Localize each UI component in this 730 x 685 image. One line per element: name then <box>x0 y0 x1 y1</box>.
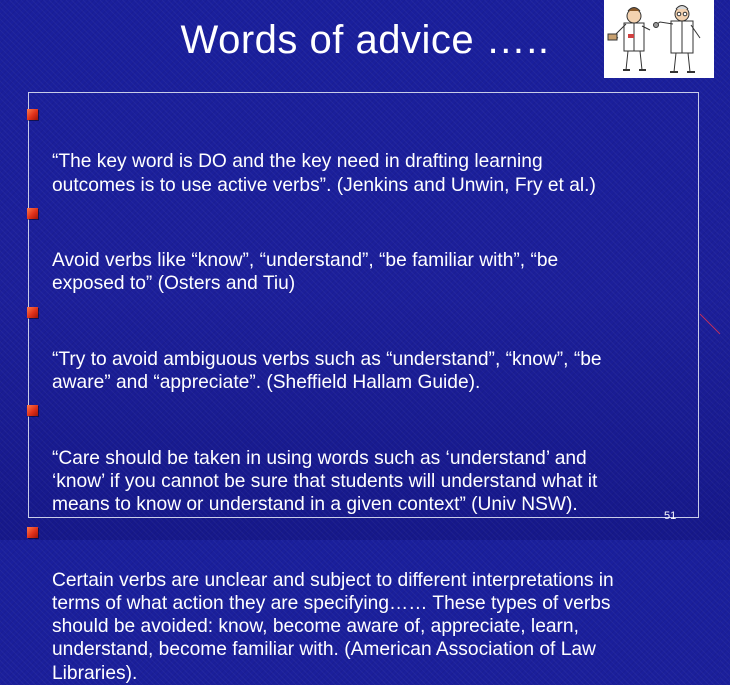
red-square-bullet-icon <box>27 527 38 538</box>
bullet-text: Avoid verbs like “know”, “understand”, “be familiar with”, “be exposed to” (Osters and Tiu) <box>52 250 559 295</box>
list-item <box>52 522 702 684</box>
red-square-bullet-icon <box>27 405 38 416</box>
decorative-line <box>700 300 720 340</box>
two-doctors-clipart-icon <box>604 0 714 78</box>
list-item <box>52 302 702 395</box>
list-item <box>52 400 702 516</box>
bullet-text: “Try to avoid ambiguous verbs such as “understand”, “know”, “be aware” and “appreciate”. (Sheffield Hallam Guide). <box>52 349 602 394</box>
red-square-bullet-icon <box>27 307 38 318</box>
bullet-text: Certain verbs are unclear and subject to different interpretations in terms of what action they are specifying…… These types of verbs should be avoided: know, become aware of, appreciate, learn, understand, become familiar with. (American Association of Law Libraries). <box>52 569 614 684</box>
bullet-text: “The key word is DO and the key need in drafting learning outcomes is to use active verbs”. (Jenkins and Unwin, Fry et al.) <box>52 151 596 196</box>
slide-number: 51 <box>664 510 677 522</box>
list-item <box>52 203 702 296</box>
bullet-text: “Care should be taken in using words such as ‘understand’ and ‘know’ if you cannot be sure that students will understand what it means to know or understand in a given context” (Univ NSW). <box>52 447 598 516</box>
advice-list <box>52 104 702 685</box>
list-item <box>52 104 702 197</box>
red-square-bullet-icon <box>27 109 38 120</box>
slide-title: Words of advice ….. <box>180 18 550 62</box>
red-square-bullet-icon <box>27 208 38 219</box>
